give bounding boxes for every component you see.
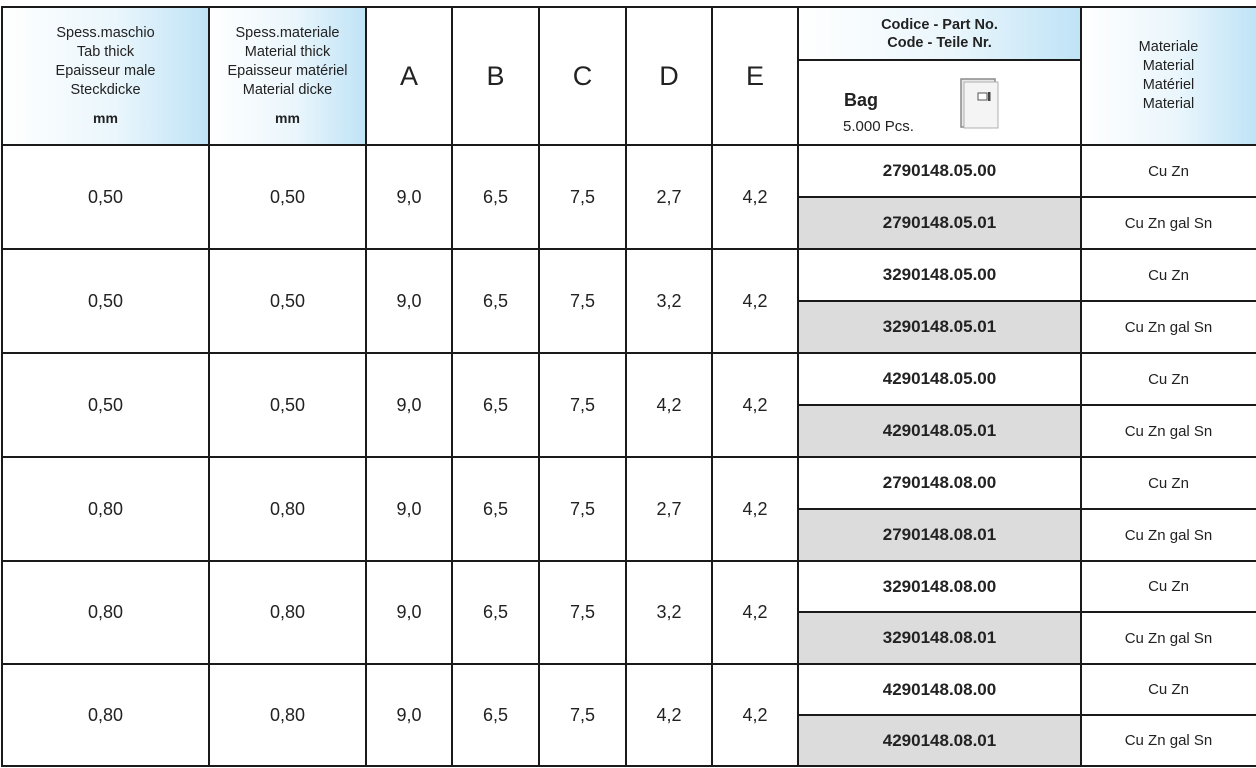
cell-c: 7,5: [569, 186, 596, 207]
cell-part-code: 3290148.08.00: [882, 576, 997, 596]
cell-a: 9,0: [396, 290, 422, 311]
header-material-thick: [209, 7, 366, 145]
cell-b: 6,5: [482, 186, 509, 207]
cell-part-code: 4290148.08.01: [798, 715, 1081, 766]
cell-d: 3,2: [656, 602, 682, 622]
grid-line: [798, 611, 1256, 613]
cell-material-thick: 0,50: [269, 290, 306, 311]
grid-line: [798, 508, 1256, 510]
cell-d: 4,2: [656, 394, 682, 415]
header-code: [798, 7, 1081, 60]
cell-material-thick: 0,80: [269, 498, 306, 519]
header-material-thick-line-3: Epaisseur matériel: [227, 63, 348, 79]
cell-e: 4,2: [742, 498, 768, 519]
cell-material-thick: 0,80: [269, 602, 306, 622]
cell-tab-thick: 0,50: [87, 394, 124, 415]
header-tab-thick-line-2: Tab thick: [76, 44, 135, 60]
cell-material: Cu Zn: [1148, 370, 1189, 388]
cell-c: 7,5: [569, 704, 596, 725]
header-a: A: [366, 7, 452, 145]
grid-line: [208, 6, 210, 767]
bag-label: Bag: [844, 90, 879, 110]
grid-line: [538, 6, 540, 767]
cell-material: Cu Zn: [1148, 578, 1189, 595]
header-tab-thick: [2, 7, 209, 145]
cell-part-code: 4290148.05.00: [882, 369, 997, 388]
cell-material: Cu Zn gal Sn: [1124, 629, 1213, 647]
cell-tab-thick: 0,80: [87, 704, 124, 725]
cell-d: 2,7: [656, 498, 682, 519]
cell-part-code: 2790148.05.00: [882, 161, 997, 180]
cell-part-code: 3290148.05.01: [798, 301, 1081, 353]
grid-line: [1, 456, 1256, 458]
grid-line: [1, 144, 1256, 146]
cell-tab-thick: 0,50: [87, 290, 124, 311]
cell-d: 4,2: [656, 704, 682, 725]
cell-material: Cu Zn: [1148, 474, 1189, 492]
header-tab-thick-line-1: Spess.maschio: [56, 25, 155, 41]
cell-b: 6,5: [482, 290, 509, 311]
header-material-thick-unit: mm: [275, 110, 300, 126]
cell-tab-thick: 0,80: [87, 602, 124, 622]
cell-b: 6,5: [482, 602, 509, 622]
cell-c: 7,5: [569, 602, 596, 622]
bag-package-icon: [958, 76, 1000, 130]
cell-e: 4,2: [742, 602, 768, 622]
cell-material: Cu Zn gal Sn: [1124, 526, 1213, 544]
header-tab-thick-unit: mm: [93, 110, 118, 126]
header-materiale-line-3: Matériel: [1142, 77, 1195, 93]
header-material-thick-line-4: Material dicke: [242, 82, 333, 98]
grid-line: [1, 248, 1256, 250]
grid-line: [365, 6, 367, 767]
cell-material: Cu Zn gal Sn: [1124, 318, 1213, 336]
cell-a: 9,0: [396, 602, 422, 622]
cell-material: Cu Zn gal Sn: [1124, 214, 1213, 232]
grid-line: [798, 404, 1256, 406]
header-bag: [798, 60, 1081, 145]
header-tab-thick-line-3: Epaisseur male: [55, 63, 156, 79]
cell-e: 4,2: [742, 186, 768, 207]
cell-e: 4,2: [742, 290, 768, 311]
grid-line: [1, 352, 1256, 354]
grid-line: [1080, 6, 1082, 767]
grid-line: [711, 6, 713, 767]
grid-line: [798, 196, 1256, 198]
cell-c: 7,5: [569, 498, 596, 519]
header-b: B: [452, 7, 539, 145]
cell-b: 6,5: [482, 704, 509, 725]
grid-line: [1, 6, 1256, 8]
header-c: C: [539, 7, 626, 145]
grid-line: [1, 663, 1256, 665]
cell-material: Cu Zn: [1148, 266, 1189, 284]
cell-material: Cu Zn: [1148, 162, 1189, 180]
cell-tab-thick: 0,80: [87, 498, 124, 519]
header-code-line-2: Code - Teile Nr.: [887, 34, 992, 51]
header-tab-thick-line-4: Steckdicke: [70, 82, 141, 98]
header-material-thick-line-1: Spess.materiale: [235, 25, 340, 41]
cell-a: 9,0: [396, 704, 422, 725]
cell-part-code: 2790148.08.00: [882, 473, 997, 492]
cell-part-code: 4290148.08.00: [882, 679, 997, 699]
cell-a: 9,0: [396, 498, 422, 519]
cell-part-code: 3290148.08.01: [798, 612, 1081, 664]
grid-line: [1, 6, 3, 767]
cell-e: 4,2: [742, 704, 768, 725]
cell-part-code: 2790148.05.01: [798, 197, 1081, 249]
grid-line: [798, 59, 1081, 61]
bag-quantity: 5.000 Pcs.: [843, 118, 914, 135]
header-materiale-line-4: Material: [1142, 96, 1195, 112]
header-materiale: [1081, 7, 1256, 145]
header-materiale-line-2: Material: [1142, 58, 1195, 74]
cell-b: 6,5: [482, 394, 509, 415]
cell-d: 3,2: [656, 290, 682, 311]
cell-material: Cu Zn gal Sn: [1124, 732, 1213, 749]
grid-line: [625, 6, 627, 767]
grid-line: [1, 560, 1256, 562]
cell-material: Cu Zn: [1148, 681, 1189, 698]
cell-b: 6,5: [482, 498, 509, 519]
cell-material-thick: 0,50: [269, 186, 306, 207]
cell-c: 7,5: [569, 290, 596, 311]
cell-a: 9,0: [396, 186, 422, 207]
grid-line: [451, 6, 453, 767]
cell-material-thick: 0,50: [269, 394, 306, 415]
grid-line: [798, 300, 1256, 302]
cell-c: 7,5: [569, 394, 596, 415]
cell-e: 4,2: [742, 394, 768, 415]
cell-part-code: 3290148.05.00: [882, 265, 997, 284]
cell-a: 9,0: [396, 394, 422, 415]
cell-material-thick: 0,80: [269, 704, 306, 725]
header-material-thick-line-2: Material thick: [244, 44, 331, 60]
grid-line: [1, 765, 1256, 767]
header-materiale-line-1: Materiale: [1138, 39, 1199, 55]
grid-line: [798, 714, 1256, 716]
header-d: D: [626, 7, 712, 145]
cell-d: 2,7: [656, 186, 682, 207]
cell-part-code: 2790148.08.01: [798, 509, 1081, 561]
grid-line: [797, 6, 799, 767]
cell-tab-thick: 0,50: [87, 186, 124, 207]
header-code-line-1: Codice - Part No.: [881, 16, 998, 33]
cell-part-code: 4290148.05.01: [798, 405, 1081, 457]
cell-material: Cu Zn gal Sn: [1124, 422, 1213, 440]
header-e: E: [712, 7, 798, 145]
